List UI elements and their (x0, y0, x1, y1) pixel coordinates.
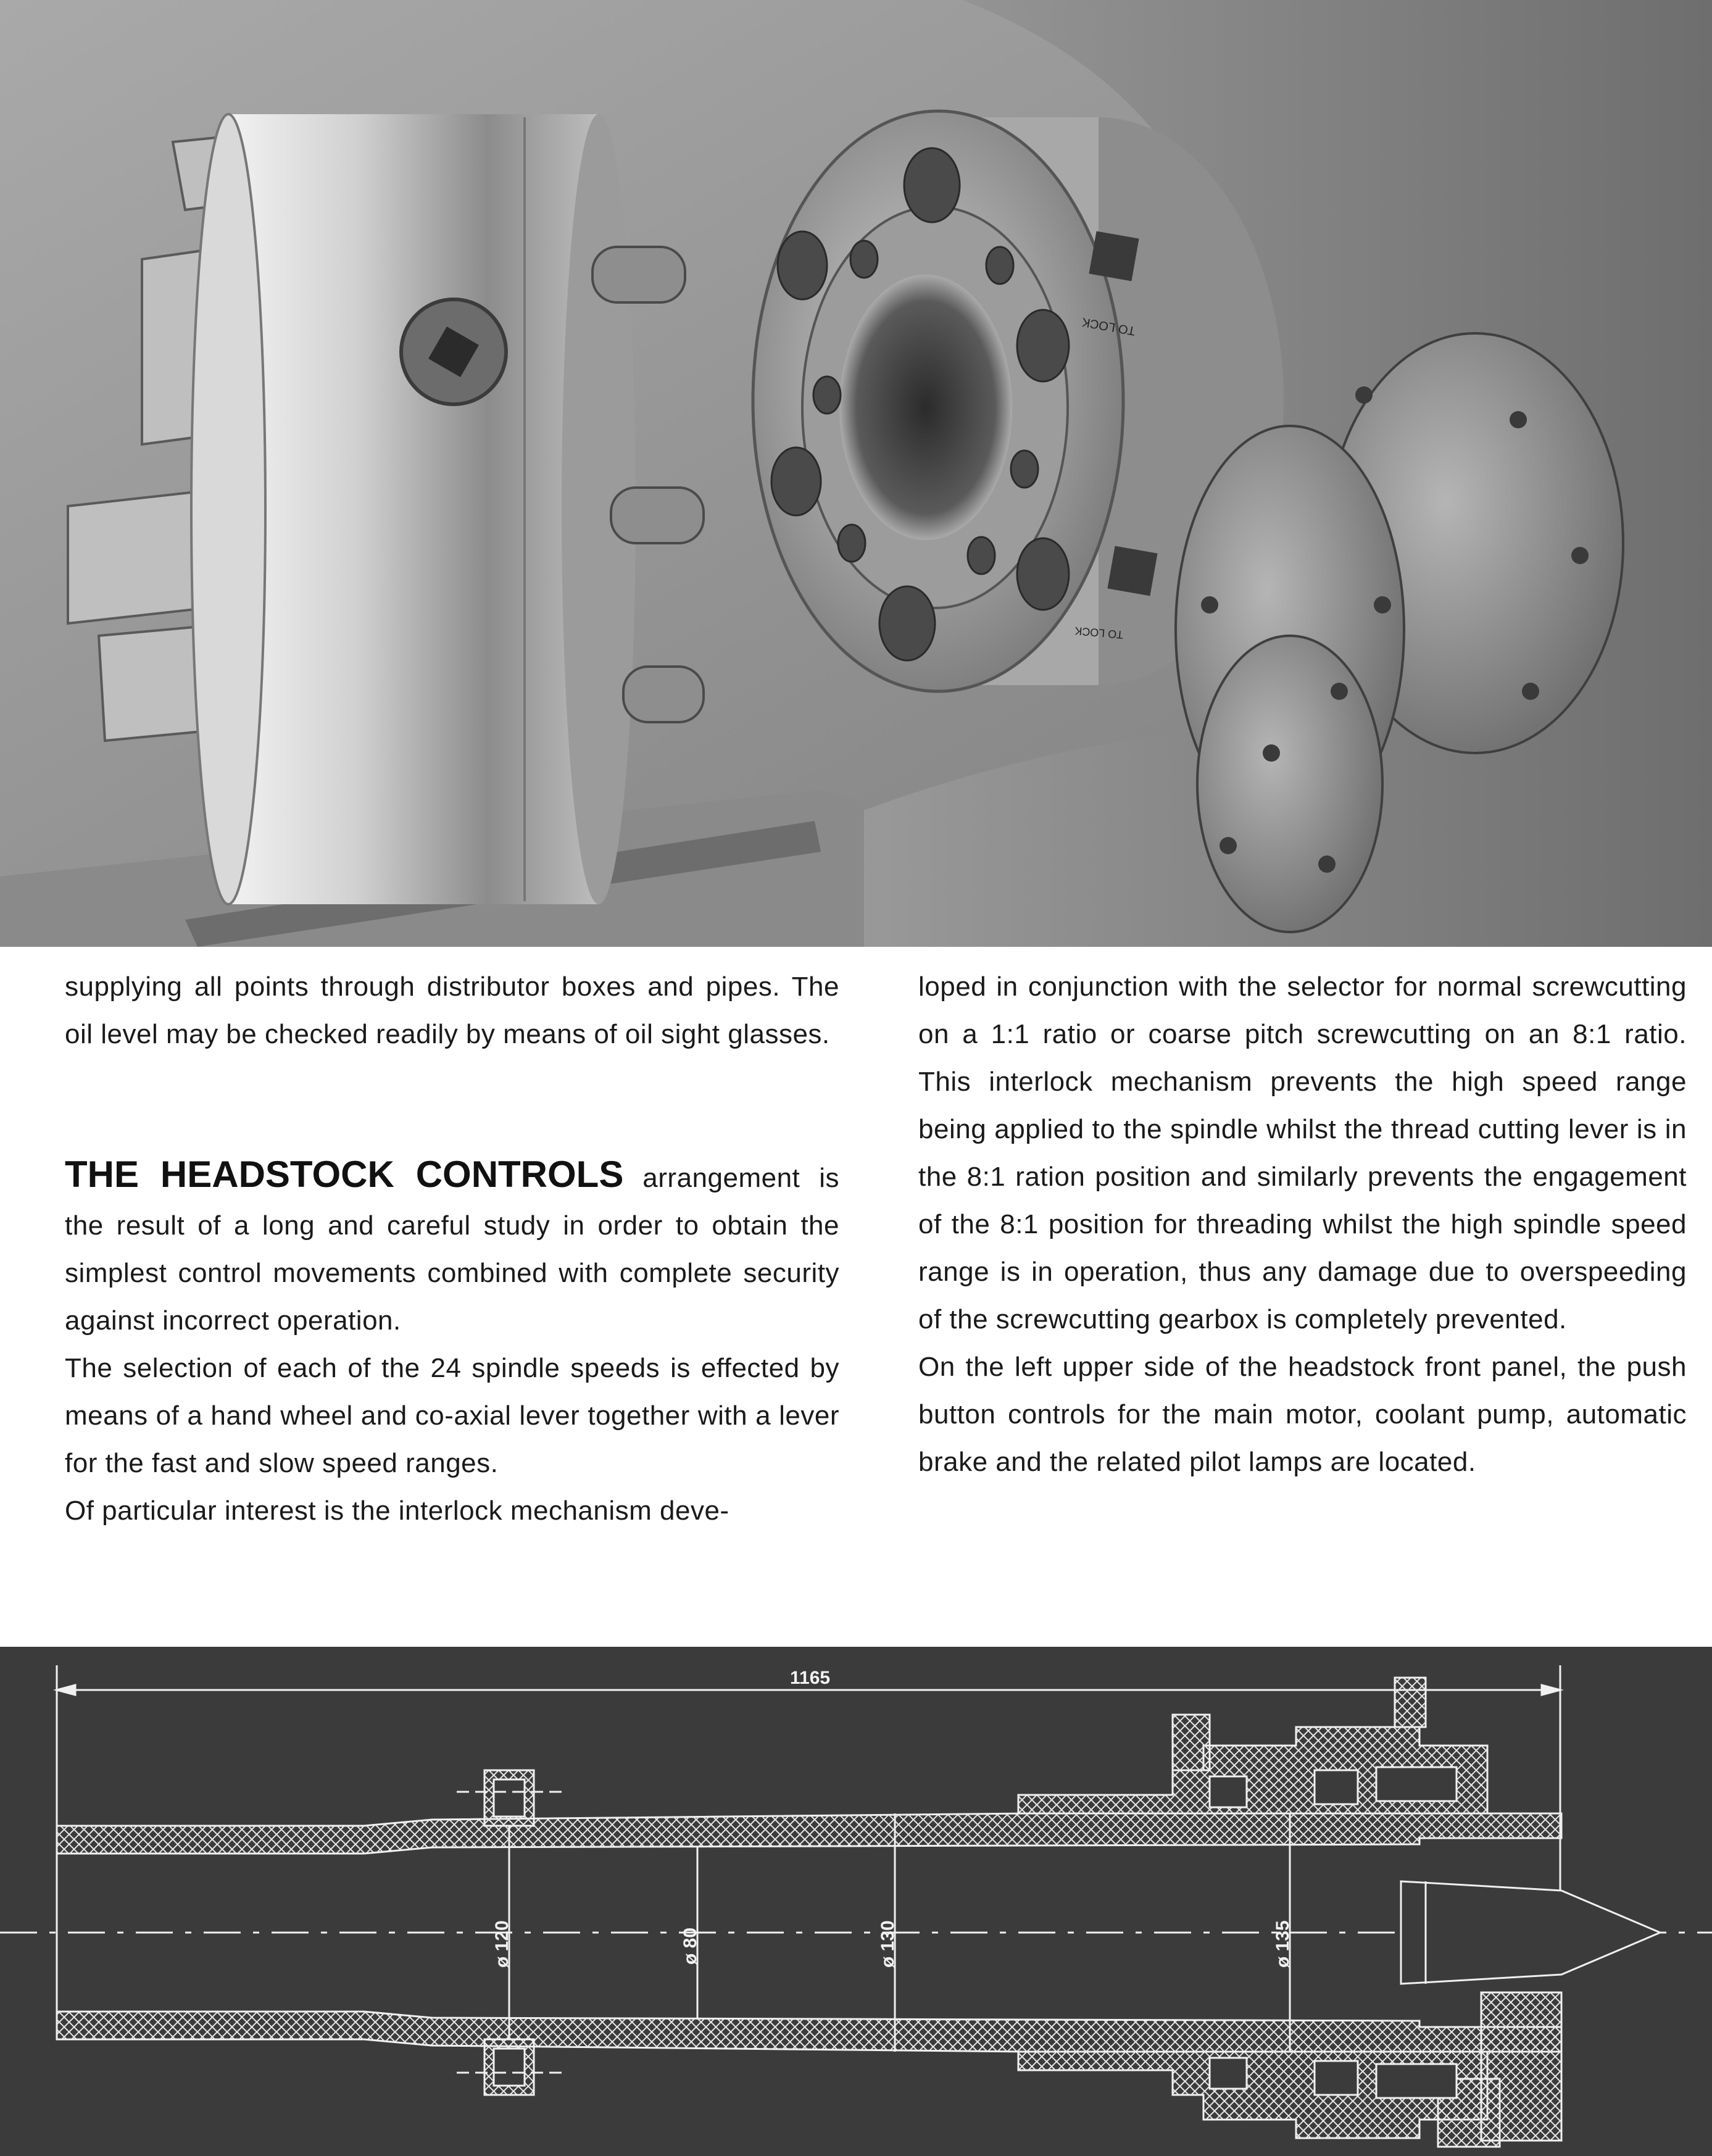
heading-continuation: arrangement is the result of a long and careful study in order to obtain the simplest control movements combined with complete security against incorrect operation. (65, 1163, 839, 1336)
diameter-label-120: ø 120 (492, 1920, 512, 1968)
flange-marking-top: TO LOCK (1081, 315, 1137, 338)
right-text-column (918, 963, 1687, 1486)
diameter-label-80: ø 80 (680, 1927, 700, 1965)
diameter-label-135: ø 135 (1273, 1920, 1293, 1968)
left-paragraph-3: The selection of each of the 24 spindle speeds is effected by means of a hand wheel and co-axial lever together with a lever for the fast and slow speed ranges. (65, 1353, 839, 1478)
center-taper (1401, 1881, 1660, 1984)
spindle-bore (839, 275, 1012, 540)
lock-socket-top (1089, 231, 1139, 281)
headstock-controls-paragraph (65, 1151, 839, 1344)
right-paragraph-2: On the left upper side of the headstock front panel, the push button controls for the main motor, coolant pump, automatic brake and the related pilot lamps are located. (918, 1352, 1687, 1477)
left-paragraph-4: Of particular interest is the interlock mechanism deve- (65, 1496, 729, 1526)
section-heading: THE HEADSTOCK CONTROLS (65, 1154, 624, 1195)
left-paragraph-1: supplying all points through distributor boxes and pipes. The oil level may be checked readily by means of oil sight glasses. (65, 972, 839, 1049)
chuck-illustration (0, 0, 1712, 947)
flange-marking-bottom: TO LOCK (1074, 624, 1124, 641)
chuck-photo (0, 0, 1712, 947)
chuck-body (228, 114, 599, 904)
lock-socket-bottom (1107, 546, 1157, 596)
spindle-drawing-svg (0, 1647, 1712, 2156)
left-text-column (65, 963, 839, 1534)
overall-length-label: 1165 (790, 1668, 831, 1688)
right-paragraph-1: loped in conjunction with the selector for normal screwcutting on a 1:1 ratio or coarse pitch screwcutting on an 8:1 ratio. This interlock mechanism prevents the high speed range being applied to the spindle whilst the thread cutting lever is in the 8:1 ration position and similarly prevents the engagement of the 8:1 position for threading whilst the high spindle speed range is in operation, thus any damage due to overspeeding of the screwcutting gearbox is completely prevented. (918, 972, 1687, 1334)
diameter-label-130: ø 130 (878, 1920, 898, 1968)
spindle-cross-section-drawing (0, 1647, 1712, 2156)
